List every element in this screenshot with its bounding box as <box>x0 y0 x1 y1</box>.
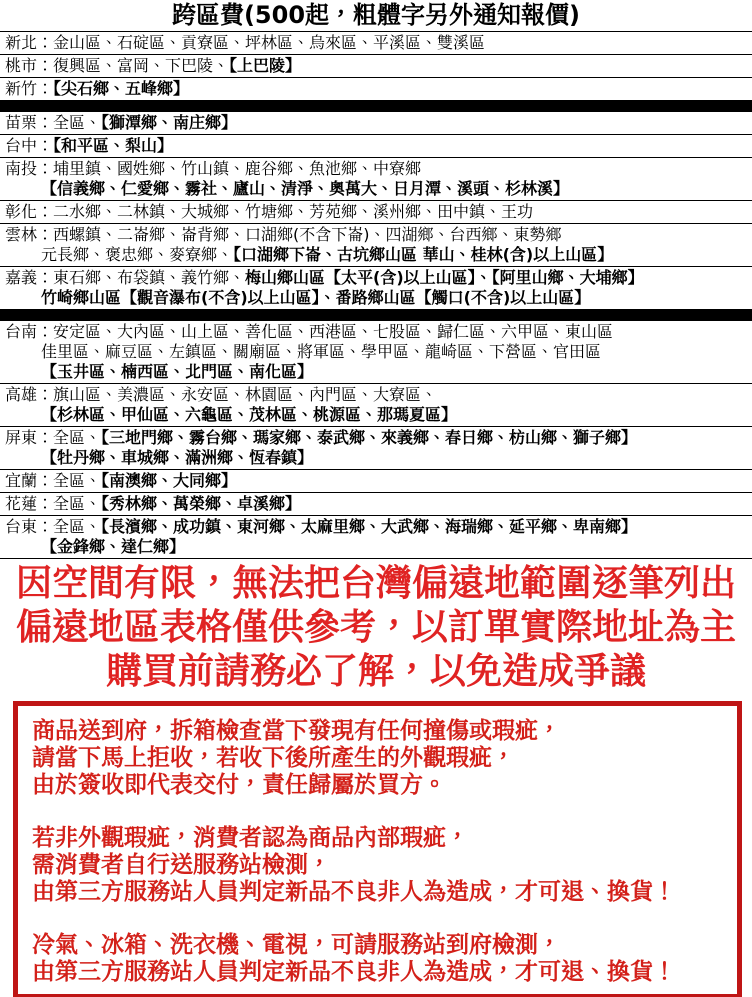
row-line <box>5 448 750 468</box>
area-list: 西螺鎮、二崙鄉、崙背鄉、口湖鄉(不含下崙)、四湖鄉、台西鄉、東勢鄉 <box>53 225 562 244</box>
area-list: 旗山區、美濃區、永安區、林園區、內門區、大寮區、 <box>53 385 438 404</box>
bold-area-list: 【口湖鄉下崙、古坑鄉山區 華山、桂林(含)以上山區】 <box>233 245 614 264</box>
area-list: 全區、 <box>53 113 102 132</box>
region-label: 台東： <box>5 517 54 536</box>
row-line <box>5 322 750 342</box>
row-line <box>5 342 750 362</box>
table-row <box>0 112 752 135</box>
row-line <box>5 517 750 537</box>
bold-area-list: 【獅潭鄉、南庄鄉】 <box>101 113 238 132</box>
row-line <box>5 428 750 448</box>
row-line <box>5 362 750 382</box>
warning-line: 由於簽收即代表交付，責任歸屬於買方。 <box>32 772 446 798</box>
area-list: 埔里鎮、國姓鄉、竹山鎮、鹿谷鄉、魚池鄉、中寮鄉 <box>53 159 422 178</box>
bold-area-list: 【玉井區、楠西區、北門區、南化區】 <box>41 362 314 381</box>
table-row <box>0 493 752 516</box>
region-label: 高雄： <box>5 385 54 404</box>
row-line <box>5 385 750 405</box>
bold-area-list: 【牡丹鄉、車城鄉、滿洲鄉、恆春鎮】 <box>41 448 314 467</box>
table-row <box>0 267 752 310</box>
row-line <box>5 202 750 222</box>
region-label: 桃市： <box>5 56 54 75</box>
bold-area-list: 【南澳鄉、大同鄉】 <box>101 471 238 490</box>
warning-box <box>13 701 742 997</box>
row-line <box>5 471 750 491</box>
bold-area-list: 【長濱鄉、成功鎮、東河鄉、太麻里鄉、大武鄉、海瑞鄉、延平鄉、卑南鄉】 <box>101 517 638 536</box>
warning-line: 冷氣、冰箱、洗衣機、電視，可請服務站到府檢測， <box>32 932 561 958</box>
notice-line: 因空間有限，無法把台灣偏遠地範圍逐筆列出 <box>15 563 736 604</box>
table-row <box>0 470 752 493</box>
region-label: 台南： <box>5 322 54 341</box>
warning-paragraph <box>32 718 729 799</box>
area-list: 全區、 <box>53 428 102 447</box>
area-list: 安定區、大內區、山上區、善化區、西港區、七股區、歸仁區、六甲區、東山區 <box>53 322 614 341</box>
bold-area-list: 【秀林鄉、萬榮鄉、卓溪鄉】 <box>101 494 302 513</box>
notice-line: 偏遠地區表格僅供參考，以訂單實際地址為主 <box>15 607 736 648</box>
region-label: 台中： <box>5 136 54 155</box>
bold-area-list: 【金鋒鄉、達仁鄉】 <box>41 537 186 556</box>
table-row <box>0 32 752 55</box>
remote-area-fee-table <box>0 31 752 559</box>
bold-area-list: 竹崎鄉山區【觀音瀑布(不含)以上山區】、番路鄉山區【觸口(不含)以上山區】 <box>41 288 591 307</box>
table-row <box>0 427 752 470</box>
area-list: 復興區、富岡、下巴陵、 <box>53 56 230 75</box>
row-line <box>5 225 750 245</box>
region-label: 屏東： <box>5 428 54 447</box>
table-row <box>0 516 752 559</box>
bold-area-list: 【三地門鄉、霧台鄉、瑪家鄉、泰武鄉、來義鄉、春日鄉、枋山鄉、獅子鄉】 <box>101 428 638 447</box>
bold-area-list: 【信義鄉、仁愛鄉、霧社、廬山、清淨、奧萬大、日月潭、溪頭、杉林溪】 <box>41 179 570 198</box>
region-label: 雲林： <box>5 225 54 244</box>
section-divider-bar <box>0 310 752 321</box>
table-row <box>0 158 752 201</box>
row-line <box>5 405 750 425</box>
row-line <box>5 245 750 265</box>
warning-line: 需消費者自行送服務站檢測， <box>32 852 331 878</box>
area-list: 元長鄉、褒忠鄉、麥寮鄉、 <box>41 245 234 264</box>
warning-line: 商品送到府，拆箱檢查當下發現有任何撞傷或瑕疵， <box>32 718 561 744</box>
row-line <box>5 179 750 199</box>
row-line <box>5 537 750 557</box>
notice-line: 購買前請務必了解，以免造成爭議 <box>105 651 646 692</box>
area-list: 全區、 <box>53 471 102 490</box>
row-line <box>5 494 750 514</box>
section-divider-bar <box>0 101 752 112</box>
warning-line: 請當下馬上拒收，若收下後所產生的外觀瑕疵， <box>32 745 515 771</box>
row-line <box>5 113 750 133</box>
row-line <box>5 33 750 53</box>
row-line <box>5 136 750 156</box>
region-label: 宜蘭： <box>5 471 54 490</box>
warning-paragraph <box>32 825 729 906</box>
warning-line: 由第三方服務站人員判定新品不良非人為造成，才可退、換貨！ <box>32 959 676 985</box>
region-label: 南投： <box>5 159 54 178</box>
region-label: 苗栗： <box>5 113 54 132</box>
page-title: 跨區費(500起，粗體字另外通知報價) <box>171 1 581 29</box>
area-list: 東石鄉、布袋鎮、義竹鄉、 <box>53 268 246 287</box>
bold-area-list: 【尖石鄉、五峰鄉】 <box>53 79 190 98</box>
table-row <box>0 384 752 427</box>
bold-area-list: 【和平區、梨山】 <box>53 136 174 155</box>
region-label: 新竹： <box>5 79 54 98</box>
row-line <box>5 79 750 99</box>
row-line <box>5 56 750 76</box>
row-line <box>5 159 750 179</box>
area-list: 全區、 <box>53 494 102 513</box>
notice-text <box>0 559 752 696</box>
area-list: 佳里區、麻豆區、左鎮區、關廟區、將軍區、學甲區、龍崎區、下營區、官田區 <box>41 342 602 361</box>
row-line <box>5 288 750 308</box>
bold-area-list: 梅山鄉山區【太平(含)以上山區】、【阿里山鄉、大埔鄉】 <box>245 268 644 287</box>
table-row <box>0 55 752 78</box>
area-list: 全區、 <box>53 517 102 536</box>
region-label: 嘉義： <box>5 268 54 287</box>
bold-area-list: 【杉林區、甲仙區、六龜區、茂林區、桃源區、那瑪夏區】 <box>41 405 458 424</box>
table-row <box>0 135 752 158</box>
warning-line: 由第三方服務站人員判定新品不良非人為造成，才可退、換貨！ <box>32 879 676 905</box>
region-label: 彰化： <box>5 202 54 221</box>
region-label: 花蓮： <box>5 494 54 513</box>
area-list: 金山區、石碇區、貢寮區、坪林區、烏來區、平溪區、雙溪區 <box>53 33 486 52</box>
table-row <box>0 321 752 384</box>
row-line <box>5 268 750 288</box>
area-list: 二水鄉、二林鎮、大城鄉、竹塘鄉、芳苑鄉、溪州鄉、田中鎮、王功 <box>53 202 534 221</box>
warning-paragraph <box>32 932 729 986</box>
table-row <box>0 224 752 267</box>
bold-area-list: 【上巴陵】 <box>229 56 302 75</box>
region-label: 新北： <box>5 33 54 52</box>
warning-line: 若非外觀瑕疵，消費者認為商品內部瑕疵， <box>32 825 469 851</box>
table-row <box>0 201 752 224</box>
table-row <box>0 78 752 101</box>
